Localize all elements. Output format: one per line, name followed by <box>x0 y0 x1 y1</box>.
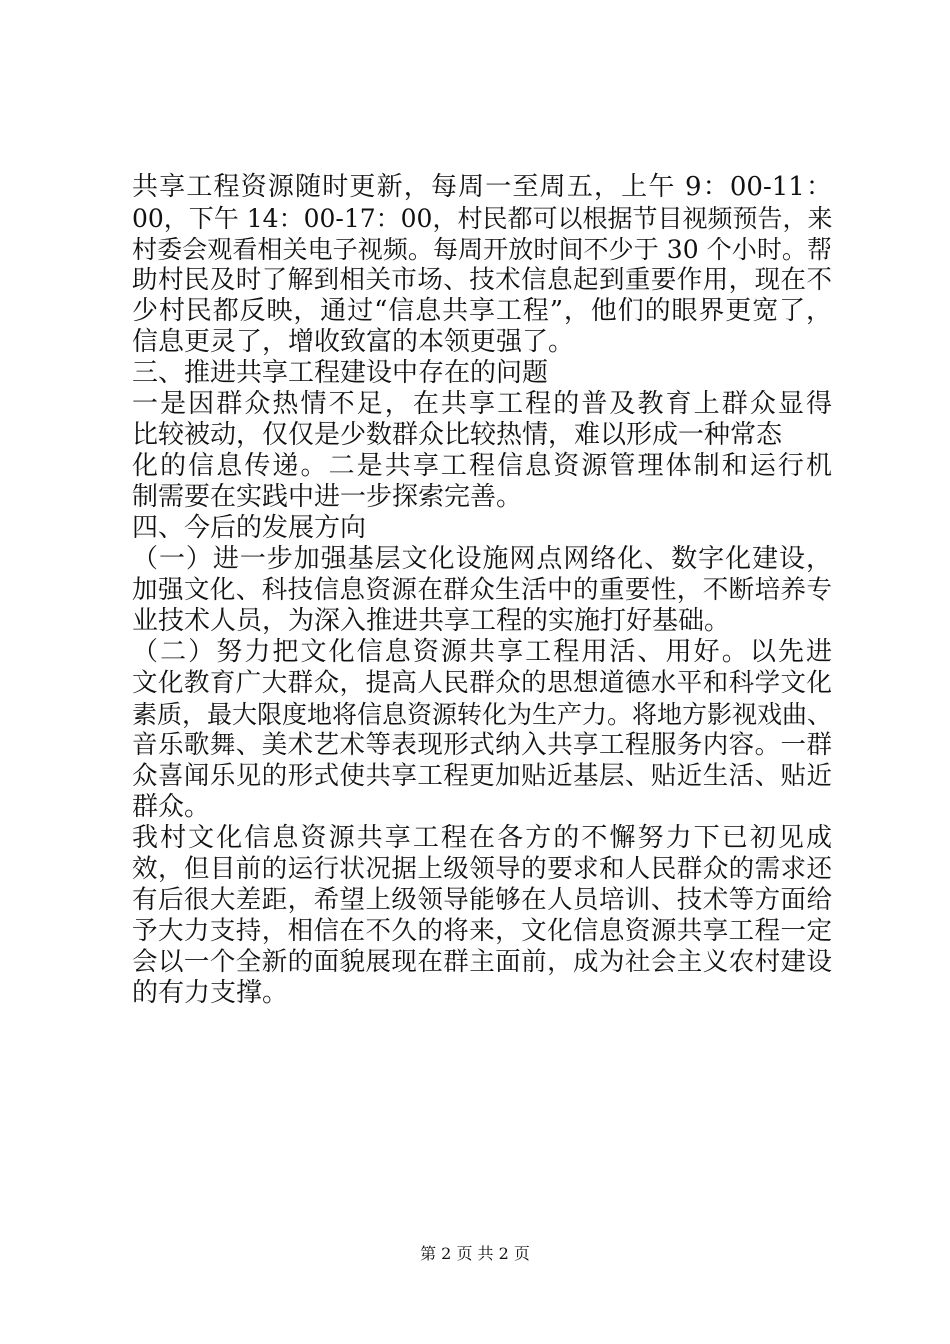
text-line: 共享工程资源随时更新，每周一至周五，上午 9：00-11： <box>132 172 832 202</box>
text-line: 有后很大差距，希望上级领导能够在人员培训、技术等方面给 <box>132 885 832 915</box>
text-line: 村委会观看相关电子视频。每周开放时间不少于 30 个小时。帮 <box>132 235 832 264</box>
text-line: 效，但目前的运行状况据上级领导的要求和人民群众的需求还 <box>132 854 832 884</box>
page-number: 第 2 页 共 2 页 <box>420 1244 530 1263</box>
text-line: 会以一个全新的面貌展现在群主面前，成为社会主义农村建设 <box>132 947 832 977</box>
text-line: （二）努力把文化信息资源共享工程用活、用好。以先进 <box>132 637 832 667</box>
text-line: 众喜闻乐见的形式使共享工程更加贴近基层、贴近生活、贴近 <box>132 761 832 791</box>
text-line: 群众。 <box>132 792 211 822</box>
text-line: 制需要在实践中进一步探索完善。 <box>132 482 523 512</box>
text-line: 的有力支撑。 <box>132 978 289 1008</box>
section-heading: 三、推进共享工程建设中存在的问题 <box>132 358 549 388</box>
section-heading: 四、今后的发展方向 <box>132 513 367 543</box>
text-line: 比较被动，仅仅是少数群众比较热情，难以形成一种常态 <box>132 420 783 450</box>
text-line: 00，下午 14：00-17：00，村民都可以根据节目视频预告，来 <box>132 204 833 233</box>
text-line: 加强文化、科技信息资源在群众生活中的重要性，不断培养专 <box>132 575 832 605</box>
text-line: 素质，最大限度地将信息资源转化为生产力。将地方影视戏曲、 <box>132 700 833 729</box>
text-line: 业技术人员，为深入推进共享工程的实施打好基础。 <box>132 606 731 636</box>
text-line: 音乐歌舞、美术艺术等表现形式纳入共享工程服务内容。一群 <box>132 730 832 760</box>
document-body <box>132 172 832 1009</box>
text-line: 文化教育广大群众，提高人民群众的思想道德水平和科学文化 <box>132 668 832 698</box>
text-line: （一）进一步加强基层文化设施网点网络化、数字化建设， <box>132 544 832 574</box>
text-line: 化的信息传递。二是共享工程信息资源管理体制和运行机 <box>132 451 832 481</box>
text-line: 予大力支持，相信在不久的将来，文化信息资源共享工程一定 <box>132 916 832 946</box>
text-line: 我村文化信息资源共享工程在各方的不懈努力下已初见成 <box>132 823 832 853</box>
text-line: 一是因群众热情不足，在共享工程的普及教育上群众显得 <box>132 389 832 419</box>
text-line: 信息更灵了，增收致富的本领更强了。 <box>132 327 575 357</box>
text-line: 少村民都反映，通过“信息共享工程”，他们的眼界更宽了， <box>132 296 832 326</box>
text-line: 助村民及时了解到相关市场、技术信息起到重要作用，现在不 <box>132 265 832 295</box>
